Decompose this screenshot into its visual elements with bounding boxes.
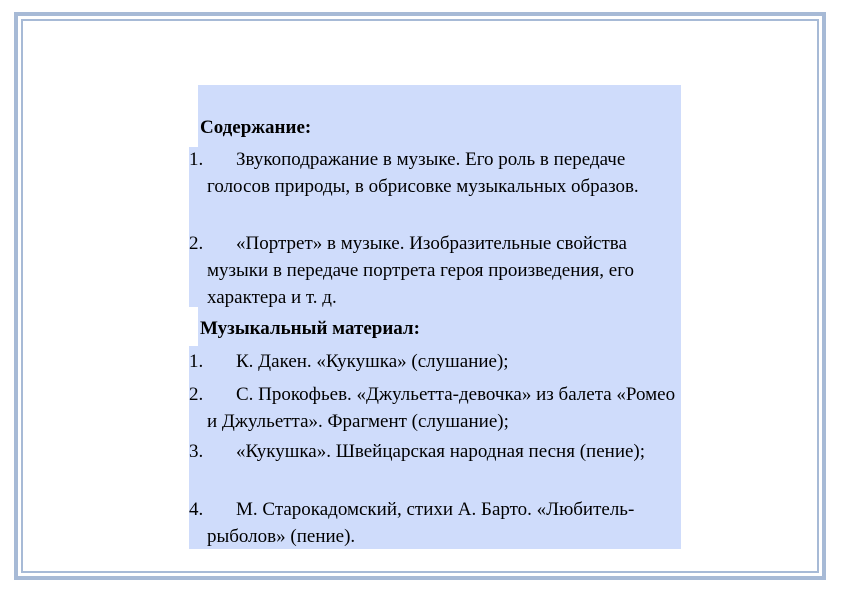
list-item-number: 4.	[189, 499, 204, 520]
list-item-text: К. Дакен. «Кукушка» (слушание);	[236, 351, 509, 372]
list-item-text: «Кукушка». Швейцарская народная песня (пение);	[236, 441, 646, 462]
list-item-number: 1.	[189, 149, 204, 170]
list-item	[189, 381, 679, 435]
list-item-text: С. Прокофьев. «Джульетта-девочка» из балета «Ромео и Джульетта». Фрагмент (слушание);	[207, 384, 676, 432]
list-item-text: М. Старокадомский, стихи А. Барто. «Любитель-рыболов» (пение).	[207, 499, 635, 547]
list-item	[189, 348, 679, 375]
list-item-text: «Портрет» в музыке. Изобразительные свойства музыки в передаче портрета героя произведения, его характера и т. д.	[207, 233, 635, 308]
material-heading: Музыкальный материал:	[200, 318, 420, 339]
list-item-text: Звукоподражание в музыке. Его роль в передаче голосов природы, в обрисовке музыкальных образов.	[207, 149, 639, 197]
content-heading: Содержание:	[200, 117, 312, 138]
list-item	[189, 146, 679, 200]
list-item-number: 3.	[189, 441, 204, 462]
list-item	[189, 496, 679, 550]
list-item-number: 2.	[189, 384, 204, 405]
list-item	[189, 230, 679, 311]
list-item	[189, 438, 679, 465]
list-item-number: 2.	[189, 233, 204, 254]
list-item-number: 1.	[189, 351, 204, 372]
